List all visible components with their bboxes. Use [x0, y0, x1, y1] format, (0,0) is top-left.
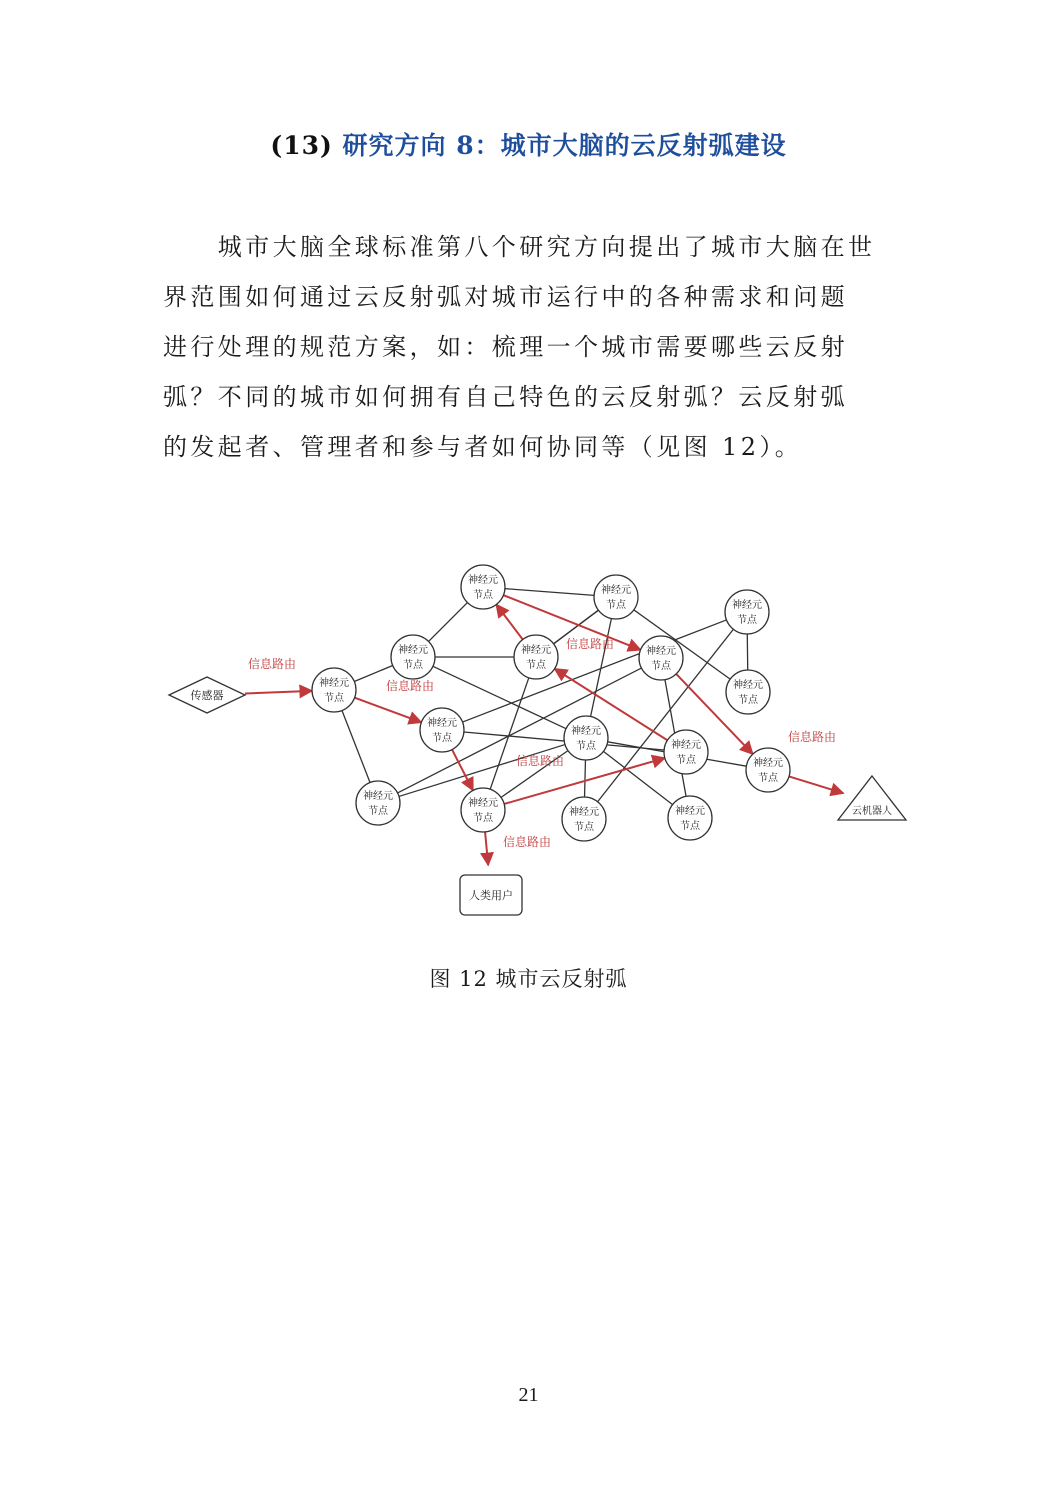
body-paragraph [163, 222, 903, 472]
neuron-node-circle [461, 565, 505, 609]
figure-caption: 图 12 城市云反射弧 [429, 967, 628, 991]
body-line: 界范围如何通过云反射弧对城市运行中的各种需求和问题 [163, 283, 848, 311]
neuron-node-label: 节点 [473, 813, 493, 824]
neuron-node-label: 神经元 [753, 758, 783, 769]
sensor-node [169, 677, 245, 713]
neuron-node-circle [356, 781, 400, 825]
neuron-node-label: 神经元 [521, 645, 551, 656]
neuron-node-label: 神经元 [468, 798, 498, 809]
neuron-node [514, 635, 558, 679]
human-user-label: 人类用户 [469, 889, 513, 902]
neuron-node-label: 神经元 [732, 600, 762, 611]
neuron-node-label: 节点 [680, 821, 700, 832]
neuron-node-circle [668, 796, 712, 840]
neuron-node [461, 565, 505, 609]
section-title: 研究方向 8：城市大脑的云反射弧建设 [342, 131, 787, 160]
neuron-node-label: 节点 [526, 660, 546, 671]
neuron-node [746, 748, 790, 792]
page-number: 21 [518, 1384, 539, 1406]
connection-line [342, 711, 370, 783]
routing-arrow [355, 698, 422, 723]
neuron-node-label: 节点 [368, 806, 388, 817]
connection-line [505, 589, 594, 596]
neuron-node [562, 797, 606, 841]
neuron-node-label: 节点 [473, 590, 493, 601]
neuron-node-label: 神经元 [427, 718, 457, 729]
routing-arrow [789, 776, 843, 793]
neuron-node [391, 635, 435, 679]
neuron-node-label: 神经元 [319, 678, 349, 689]
routing-arrow [496, 605, 522, 640]
neuron-node-label: 节点 [576, 741, 596, 752]
route-label: 信息路由 [502, 835, 552, 849]
neuron-node-label: 节点 [737, 615, 757, 626]
neuron-node-circle [639, 636, 683, 680]
neuron-node-label: 神经元 [468, 575, 498, 586]
route-label: 信息路由 [515, 754, 565, 768]
body-line: 进行处理的规范方案，如：梳理一个城市需要哪些云反射 [163, 333, 848, 361]
route-label: 信息路由 [247, 657, 297, 671]
neuron-node [312, 668, 356, 712]
connection-line [429, 603, 468, 642]
neuron-node-label: 节点 [432, 733, 452, 744]
neuron-node-circle [391, 635, 435, 679]
connection-line [463, 620, 727, 722]
neuron-node [420, 708, 464, 752]
neuron-node-circle [746, 748, 790, 792]
neuron-node-label: 神经元 [571, 726, 601, 737]
routing-arrow [245, 691, 312, 694]
neuron-node-circle [725, 590, 769, 634]
robot-label: 云机器人 [852, 806, 892, 817]
section-number: (13) [270, 131, 333, 160]
neuron-node-label: 神经元 [569, 807, 599, 818]
neuron-node-label: 神经元 [601, 585, 631, 596]
neuron-node-circle [461, 788, 505, 832]
neuron-node [594, 575, 638, 619]
neuron-node-label: 节点 [758, 773, 778, 784]
neuron-node-label: 节点 [676, 755, 696, 766]
route-label: 信息路由 [385, 679, 435, 693]
routing-arrow [485, 832, 488, 865]
neuron-node [726, 670, 770, 714]
cloud-reflex-arc-diagram [160, 555, 910, 925]
neuron-node-label: 节点 [403, 660, 423, 671]
neuron-node-label: 节点 [738, 695, 758, 706]
neuron-node-circle [664, 730, 708, 774]
body-line: 的发起者、管理者和参与者如何协同等（见图 12）。 [163, 433, 803, 461]
connection-line [585, 760, 586, 797]
neuron-node-label: 神经元 [675, 806, 705, 817]
neuron-node-label: 神经元 [671, 740, 701, 751]
neuron-node-circle [564, 716, 608, 760]
connection-line [490, 678, 529, 789]
neuron-node-label: 神经元 [398, 645, 428, 656]
neuron-node-label: 神经元 [733, 680, 763, 691]
neuron-node [461, 788, 505, 832]
neuron-node-label: 节点 [574, 822, 594, 833]
sensor-label: 传感器 [190, 689, 224, 702]
neuron-node-circle [420, 708, 464, 752]
section-heading [0, 126, 1057, 162]
body-line: 弧？不同的城市如何拥有自己特色的云反射弧？云反射弧 [163, 383, 848, 411]
neuron-node-circle [514, 635, 558, 679]
neuron-node-label: 神经元 [363, 791, 393, 802]
neuron-node-circle [594, 575, 638, 619]
neuron-node [668, 796, 712, 840]
neuron-node-circle [312, 668, 356, 712]
neuron-node-circle [562, 797, 606, 841]
neuron-node [725, 590, 769, 634]
neuron-node-label: 节点 [606, 600, 626, 611]
neuron-node-label: 神经元 [646, 646, 676, 657]
neuron-node [564, 716, 608, 760]
neuron-node [639, 636, 683, 680]
route-label: 信息路由 [565, 637, 615, 651]
neuron-node-label: 节点 [324, 693, 344, 704]
neuron-node [356, 781, 400, 825]
neuron-node-label: 节点 [651, 661, 671, 672]
robot-node [838, 776, 906, 820]
neuron-node [664, 730, 708, 774]
body-line: 城市大脑全球标准第八个研究方向提出了城市大脑在世 [163, 233, 876, 261]
neuron-node-circle [726, 670, 770, 714]
route-label: 信息路由 [787, 730, 837, 744]
human-user-node [460, 875, 522, 915]
